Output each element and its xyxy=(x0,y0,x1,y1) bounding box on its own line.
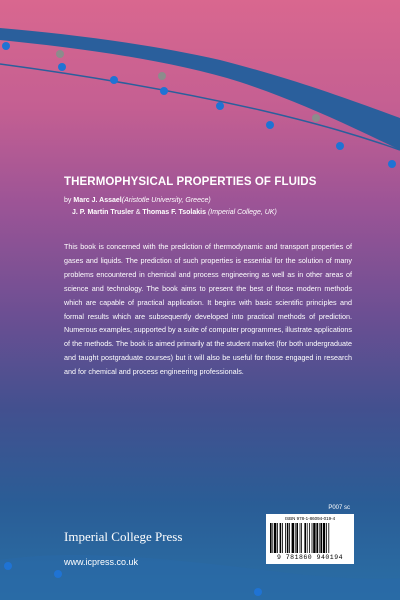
barcode-bar xyxy=(300,523,301,553)
barcode-bar xyxy=(304,523,306,553)
author-line-2 xyxy=(64,207,277,219)
blue-dot xyxy=(336,142,344,150)
barcode-bar xyxy=(328,523,329,553)
barcode-bar xyxy=(301,523,302,553)
blue-dot xyxy=(388,160,396,168)
blue-dot xyxy=(4,562,12,570)
barcode-bar xyxy=(274,523,276,553)
grey-dot xyxy=(158,72,166,80)
author-name: Marc J. Assael xyxy=(73,197,122,204)
blue-dot xyxy=(216,102,224,110)
isbn-label: ISBN 978-1-86094-019-4 xyxy=(284,516,336,521)
barcode-bar xyxy=(316,523,318,553)
barcode-bar xyxy=(326,523,327,553)
barcode-bar xyxy=(313,523,315,553)
barcode-bar xyxy=(296,523,298,553)
barcode-bar xyxy=(312,523,313,553)
barcode-bar xyxy=(270,523,272,553)
barcode-bar xyxy=(292,523,294,553)
book-title: THERMOPHYSICAL PROPERTIES OF FLUIDS xyxy=(64,176,317,188)
barcode-bar xyxy=(309,523,310,553)
author-name: Thomas F. Tsolakis xyxy=(142,209,206,216)
blue-dot xyxy=(160,87,168,95)
book-description: This book is concerned with the prediction of thermodynamic and transport properties of gases and liquids. The prediction of such properties is essential for the solution of many problems encountered in chemical and process engineering as well as in other areas of science and technology. The book aims to present the best of those modern methods which are capable of practical application. It begins with basic scientific principles and formal results which are subsequently developed into practical methods of prediction. Numerous examples, supported by a suite of computer programmes, illustrate applications of the methods. The book is aimed primarily at the student market (for both undergraduate and taught postgraduate courses) but it will also be useful for those engaged in research and for chemical and process engineering professionals. xyxy=(64,242,352,377)
barcode-bar xyxy=(272,523,273,553)
grey-dot xyxy=(312,114,320,122)
barcode-bar xyxy=(323,523,325,553)
barcode-bar xyxy=(280,523,282,553)
author-affiliation: (Aristotle University, Greece) xyxy=(121,197,211,204)
barcode-bar xyxy=(295,523,296,553)
barcode-digits: 9 781860 940194 xyxy=(276,554,343,561)
barcode-bar xyxy=(287,523,289,553)
barcode-bar xyxy=(277,523,278,553)
top-wave-band xyxy=(0,28,400,150)
publisher-website: www.icpress.co.uk xyxy=(64,557,139,567)
blue-dot xyxy=(254,588,262,596)
product-code: P007 sc xyxy=(328,505,350,511)
blue-dot xyxy=(58,63,66,71)
publisher-name: Imperial College Press xyxy=(64,529,183,544)
barcode-bar xyxy=(319,523,320,553)
grey-dot xyxy=(56,50,64,58)
isbn-barcode xyxy=(266,514,354,564)
author-credits xyxy=(64,195,277,219)
barcode-bar xyxy=(282,523,283,553)
author-name: J. P. Martin Trusler xyxy=(72,209,134,216)
author-line-1 xyxy=(64,195,277,207)
barcode-bar xyxy=(289,523,290,553)
barcode-bar xyxy=(285,523,286,553)
barcode-bars xyxy=(270,523,350,553)
blue-dot xyxy=(110,76,118,84)
barcode-bar xyxy=(307,523,308,553)
author-amp: & xyxy=(135,209,141,216)
blue-dot xyxy=(2,42,10,50)
author-affiliation: (Imperial College, UK) xyxy=(207,209,277,216)
blue-dot xyxy=(54,570,62,578)
blue-dot xyxy=(266,121,274,129)
authors-by: by xyxy=(64,197,72,204)
barcode-bar xyxy=(320,523,322,553)
